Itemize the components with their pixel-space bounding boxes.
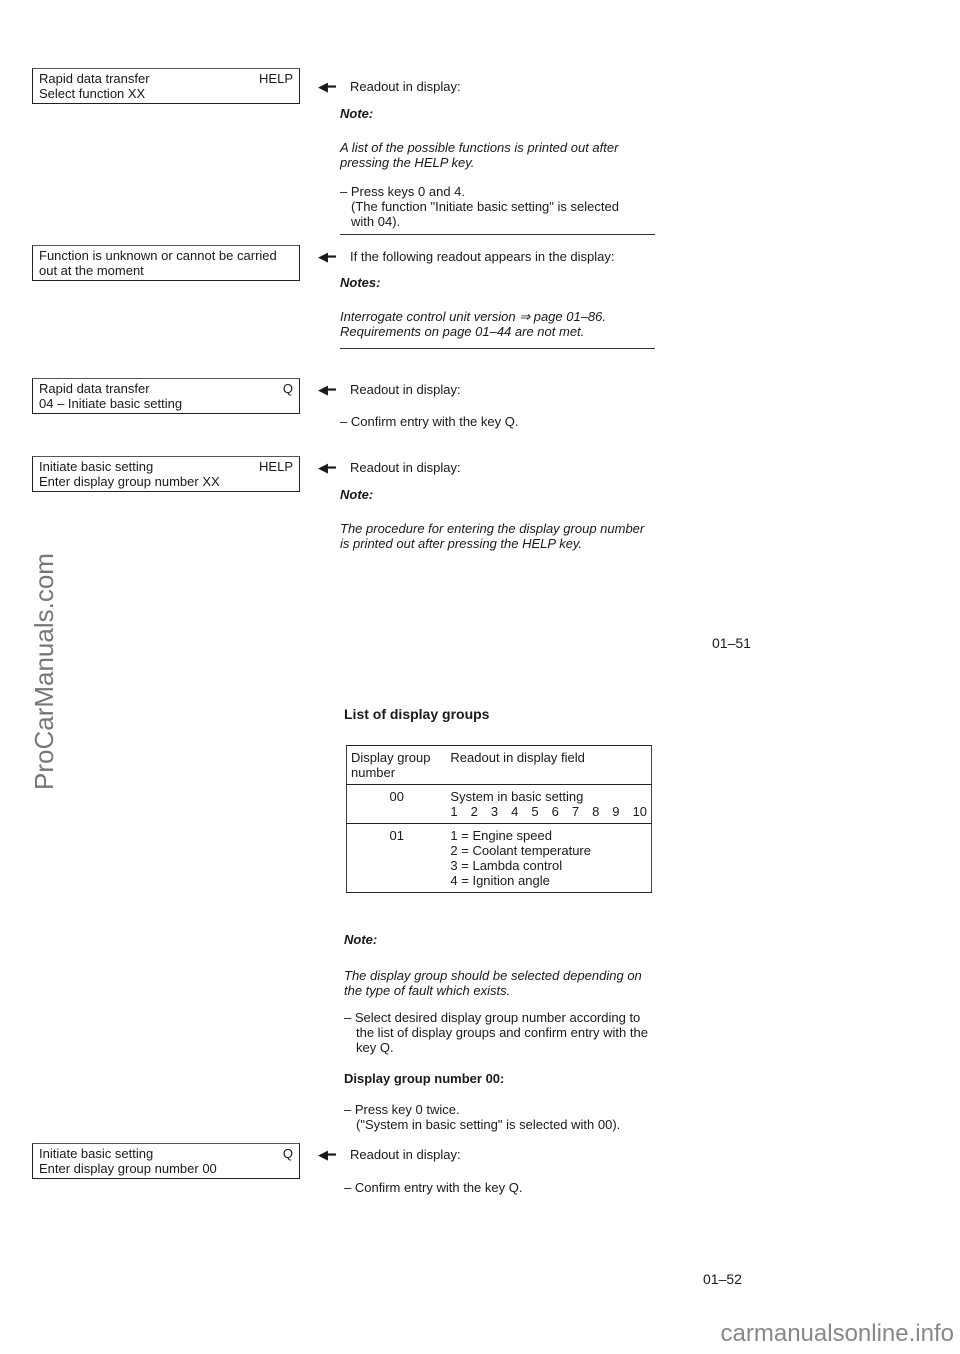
step-text: – Press key 0 twice. xyxy=(344,1102,460,1117)
readout-label: Readout in display: xyxy=(350,460,461,475)
readout-label: Readout in display: xyxy=(350,382,461,397)
step-text: – Select desired display group number according to xyxy=(344,1010,641,1025)
field-number: 9 xyxy=(612,804,620,819)
step-text: – Confirm entry with the key Q. xyxy=(344,1180,523,1195)
field-item: 2 = Coolant temperature xyxy=(450,843,591,858)
display-key: HELP xyxy=(259,71,293,86)
display-line: Enter display group number 00 xyxy=(39,1161,217,1176)
step-text: key Q. xyxy=(356,1040,394,1055)
field-item: 4 = Ignition angle xyxy=(450,873,550,888)
display-line: Initiate basic setting xyxy=(39,1146,154,1161)
group-number: 01 xyxy=(347,824,447,893)
arrow-left-icon: ◀━ xyxy=(318,382,336,397)
field-number: 6 xyxy=(551,804,559,819)
step-text: – Confirm entry with the key Q. xyxy=(340,414,519,429)
table-row xyxy=(347,785,652,824)
bullet-text: Interrogate control unit version ⇒ page 01–86. xyxy=(340,309,607,324)
display-line: Rapid data transfer xyxy=(39,381,150,396)
display-box-enter-group-xx xyxy=(32,456,300,492)
page-number: 01–51 xyxy=(712,635,751,651)
display-line: Enter display group number XX xyxy=(39,474,220,489)
readout-label: If the following readout appears in the display: xyxy=(350,249,615,264)
section-heading: Display group number 00: xyxy=(344,1071,505,1086)
note-label: Note: xyxy=(344,932,378,947)
field-number: 7 xyxy=(571,804,580,819)
note-text: the type of fault which exists. xyxy=(344,983,511,998)
field-number: 2 xyxy=(470,804,478,819)
field-number: 1 xyxy=(450,804,458,819)
note-text: is printed out after pressing the HELP key. xyxy=(340,536,583,551)
readout-label: Readout in display: xyxy=(350,79,461,94)
display-line: Rapid data transfer xyxy=(39,71,150,86)
field-number: 3 xyxy=(490,804,499,819)
display-line: Select function XX xyxy=(39,86,146,101)
note-text: pressing the HELP key. xyxy=(340,155,475,170)
header-text: number xyxy=(351,765,396,780)
row-title: System in basic setting xyxy=(450,789,584,804)
display-box-select-function xyxy=(32,68,300,104)
table-header-cell: Readout in display field xyxy=(446,746,651,785)
display-line: Initiate basic setting xyxy=(39,459,154,474)
display-key: Q xyxy=(282,1146,293,1161)
note-text: A list of the possible functions is printed out after xyxy=(340,140,619,155)
display-key: Q xyxy=(282,381,293,396)
arrow-left-icon: ◀━ xyxy=(318,1147,336,1162)
field-item: 1 = Engine speed xyxy=(450,828,552,843)
display-line: 04 – Initiate basic setting xyxy=(39,396,183,411)
sidebar-watermark: ProCarManuals.com xyxy=(29,553,59,790)
divider xyxy=(340,234,655,235)
step-text: – Press keys 0 and 4. xyxy=(340,184,466,199)
note-label: Note: xyxy=(340,487,374,502)
display-line: out at the moment xyxy=(39,263,144,278)
step-text: ("System in basic setting" is selected with 00). xyxy=(356,1117,621,1132)
table-cell xyxy=(446,824,651,893)
field-item: 3 = Lambda control xyxy=(450,858,563,873)
table-row xyxy=(347,824,652,893)
header-text: Display group xyxy=(351,750,431,765)
note-text: The procedure for entering the display group number xyxy=(340,521,645,536)
footer-watermark: carmanualsonline.info xyxy=(720,1320,954,1347)
display-line: Function is unknown or cannot be carried xyxy=(39,248,277,263)
field-number: 5 xyxy=(531,804,539,819)
field-number: 8 xyxy=(592,804,600,819)
divider xyxy=(340,348,655,349)
arrow-left-icon: ◀━ xyxy=(318,460,336,475)
table-cell xyxy=(446,785,651,824)
table-header-row xyxy=(347,746,652,785)
display-box-initiate-basic xyxy=(32,378,300,414)
readout-label: Readout in display: xyxy=(350,1147,461,1162)
step-text: (The function "Initiate basic setting" is selected xyxy=(351,199,619,214)
group-number: 00 xyxy=(347,785,447,824)
field-number: 4 xyxy=(511,804,519,819)
note-label: Notes: xyxy=(340,275,381,290)
display-box-enter-group-00 xyxy=(32,1143,300,1179)
display-group-table xyxy=(346,745,652,893)
field-numbers xyxy=(450,804,647,819)
page-number: 01–52 xyxy=(703,1271,742,1287)
arrow-left-icon: ◀━ xyxy=(318,79,336,94)
arrow-left-icon: ◀━ xyxy=(318,249,336,264)
list-heading: List of display groups xyxy=(344,706,490,722)
display-key: HELP xyxy=(259,459,293,474)
field-number: 10 xyxy=(632,804,647,819)
note-label: Note: xyxy=(340,106,374,121)
display-box-function-unknown xyxy=(32,245,300,281)
table-header-cell xyxy=(347,746,447,785)
step-text: with 04). xyxy=(351,214,401,229)
bullet-text: Requirements on page 01–44 are not met. xyxy=(340,324,585,339)
step-text: the list of display groups and confirm entry with the xyxy=(356,1025,648,1040)
note-text: The display group should be selected depending on xyxy=(344,968,642,983)
